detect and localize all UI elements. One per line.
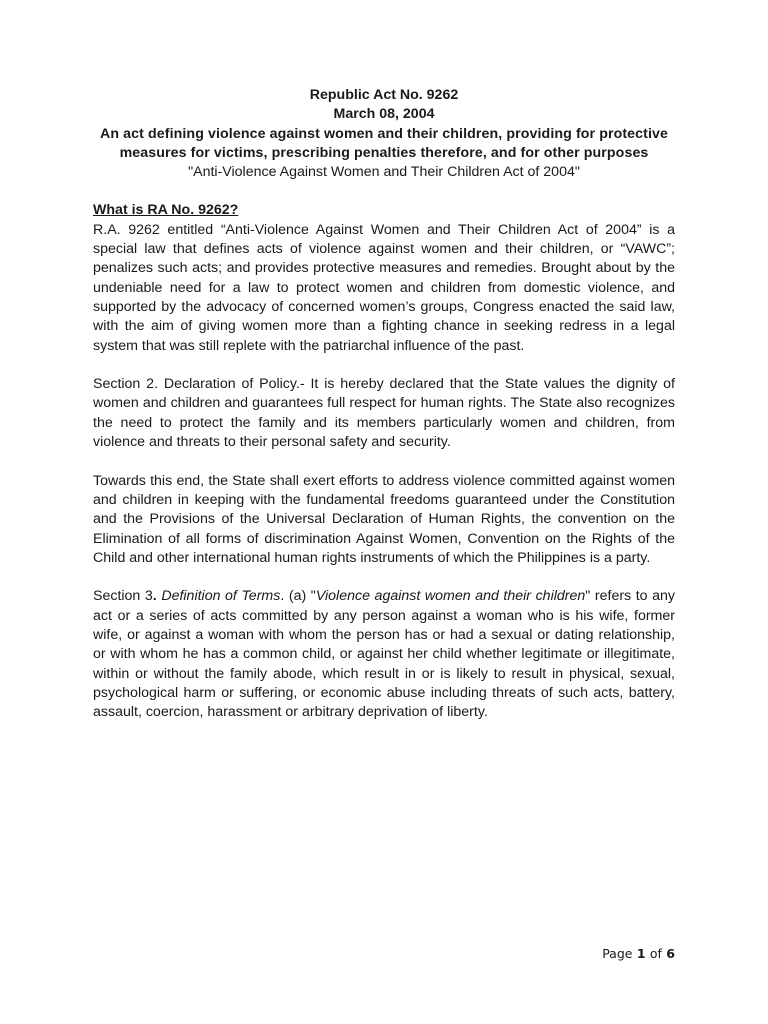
section-3-label-suffix: . (a) " bbox=[280, 588, 316, 605]
section-2-paragraph-2: Towards this end, the State shall exert efforts to address violence committed against women and children in keeping with the fundamental freedoms guaranteed under the Constitution and the Provisions of the Universal Declaration of Human Rights, the convention on the Elimination of all forms of discrimination Against Women, Convention on the Rights of the Child and other international human rights instruments of which the Philippines is a party. bbox=[93, 472, 675, 566]
act-date: March 08, 2004 bbox=[333, 106, 435, 123]
section-3-label: Definition of Terms bbox=[161, 588, 281, 605]
section-2-paragraph-1: Section 2. Declaration of Policy.- It is hereby declared that the State values the dignity of women and children and guarantees full respect for human rights. The State also recognizes the need to protect the family and its members particularly women and children, from violence and threats to their personal safety and security. bbox=[93, 376, 675, 451]
section-3-dot: . bbox=[152, 588, 157, 605]
page-word: Page bbox=[602, 946, 633, 961]
page-total: 6 bbox=[666, 946, 675, 961]
section-3-prefix: Section 3 bbox=[93, 588, 153, 605]
section-heading-what-is: What is RA No. 9262? bbox=[93, 202, 239, 219]
section-3-term: Violence against women and their children bbox=[315, 588, 586, 605]
page-of-word: of bbox=[649, 946, 662, 961]
section-3-paragraph bbox=[93, 587, 675, 722]
act-number: Republic Act No. 9262 bbox=[309, 87, 459, 103]
what-is-paragraph: R.A. 9262 entitled “Anti-Violence Against Women and Their Children Act of 2004” is a special law that defines acts of violence against women and their children, or “VAWC”; penalizes such acts; and provides protective measures and remedies. Brought about by the undeniable need for a law to protect women and children from domestic violence, and supported by the advocacy of concerned women’s groups, Congress enacted the said law, with the aim of giving women more than a fighting chance in seeking redress in a legal system that was still replete with the patriarchal influence of the past. bbox=[93, 221, 675, 354]
document-header bbox=[93, 86, 675, 182]
act-long-title: An act defining violence against women and their children, providing for protective measures for victims, prescribing penalties therefore, and for other purposes bbox=[100, 125, 668, 161]
page-number bbox=[602, 946, 675, 961]
page-current: 1 bbox=[636, 946, 646, 961]
act-short-title: "Anti-Violence Against Women and Their Children Act of 2004" bbox=[188, 164, 580, 181]
document-body bbox=[93, 86, 675, 723]
section-3-body: " refers to any act or a series of acts committed by any person against a woman who is his wife, former wife, or against a woman with whom the person has or had a sexual or dating relationship, or with whom he has a common child, or against her child whether legitimate or illegitimate, within or without the family abode, which result in or is likely to result in physical, sexual, psychological harm or suffering, or economic abuse including threats of such acts, battery, assault, coercion, harassment or arbitrary deprivation of liberty. bbox=[93, 588, 676, 721]
